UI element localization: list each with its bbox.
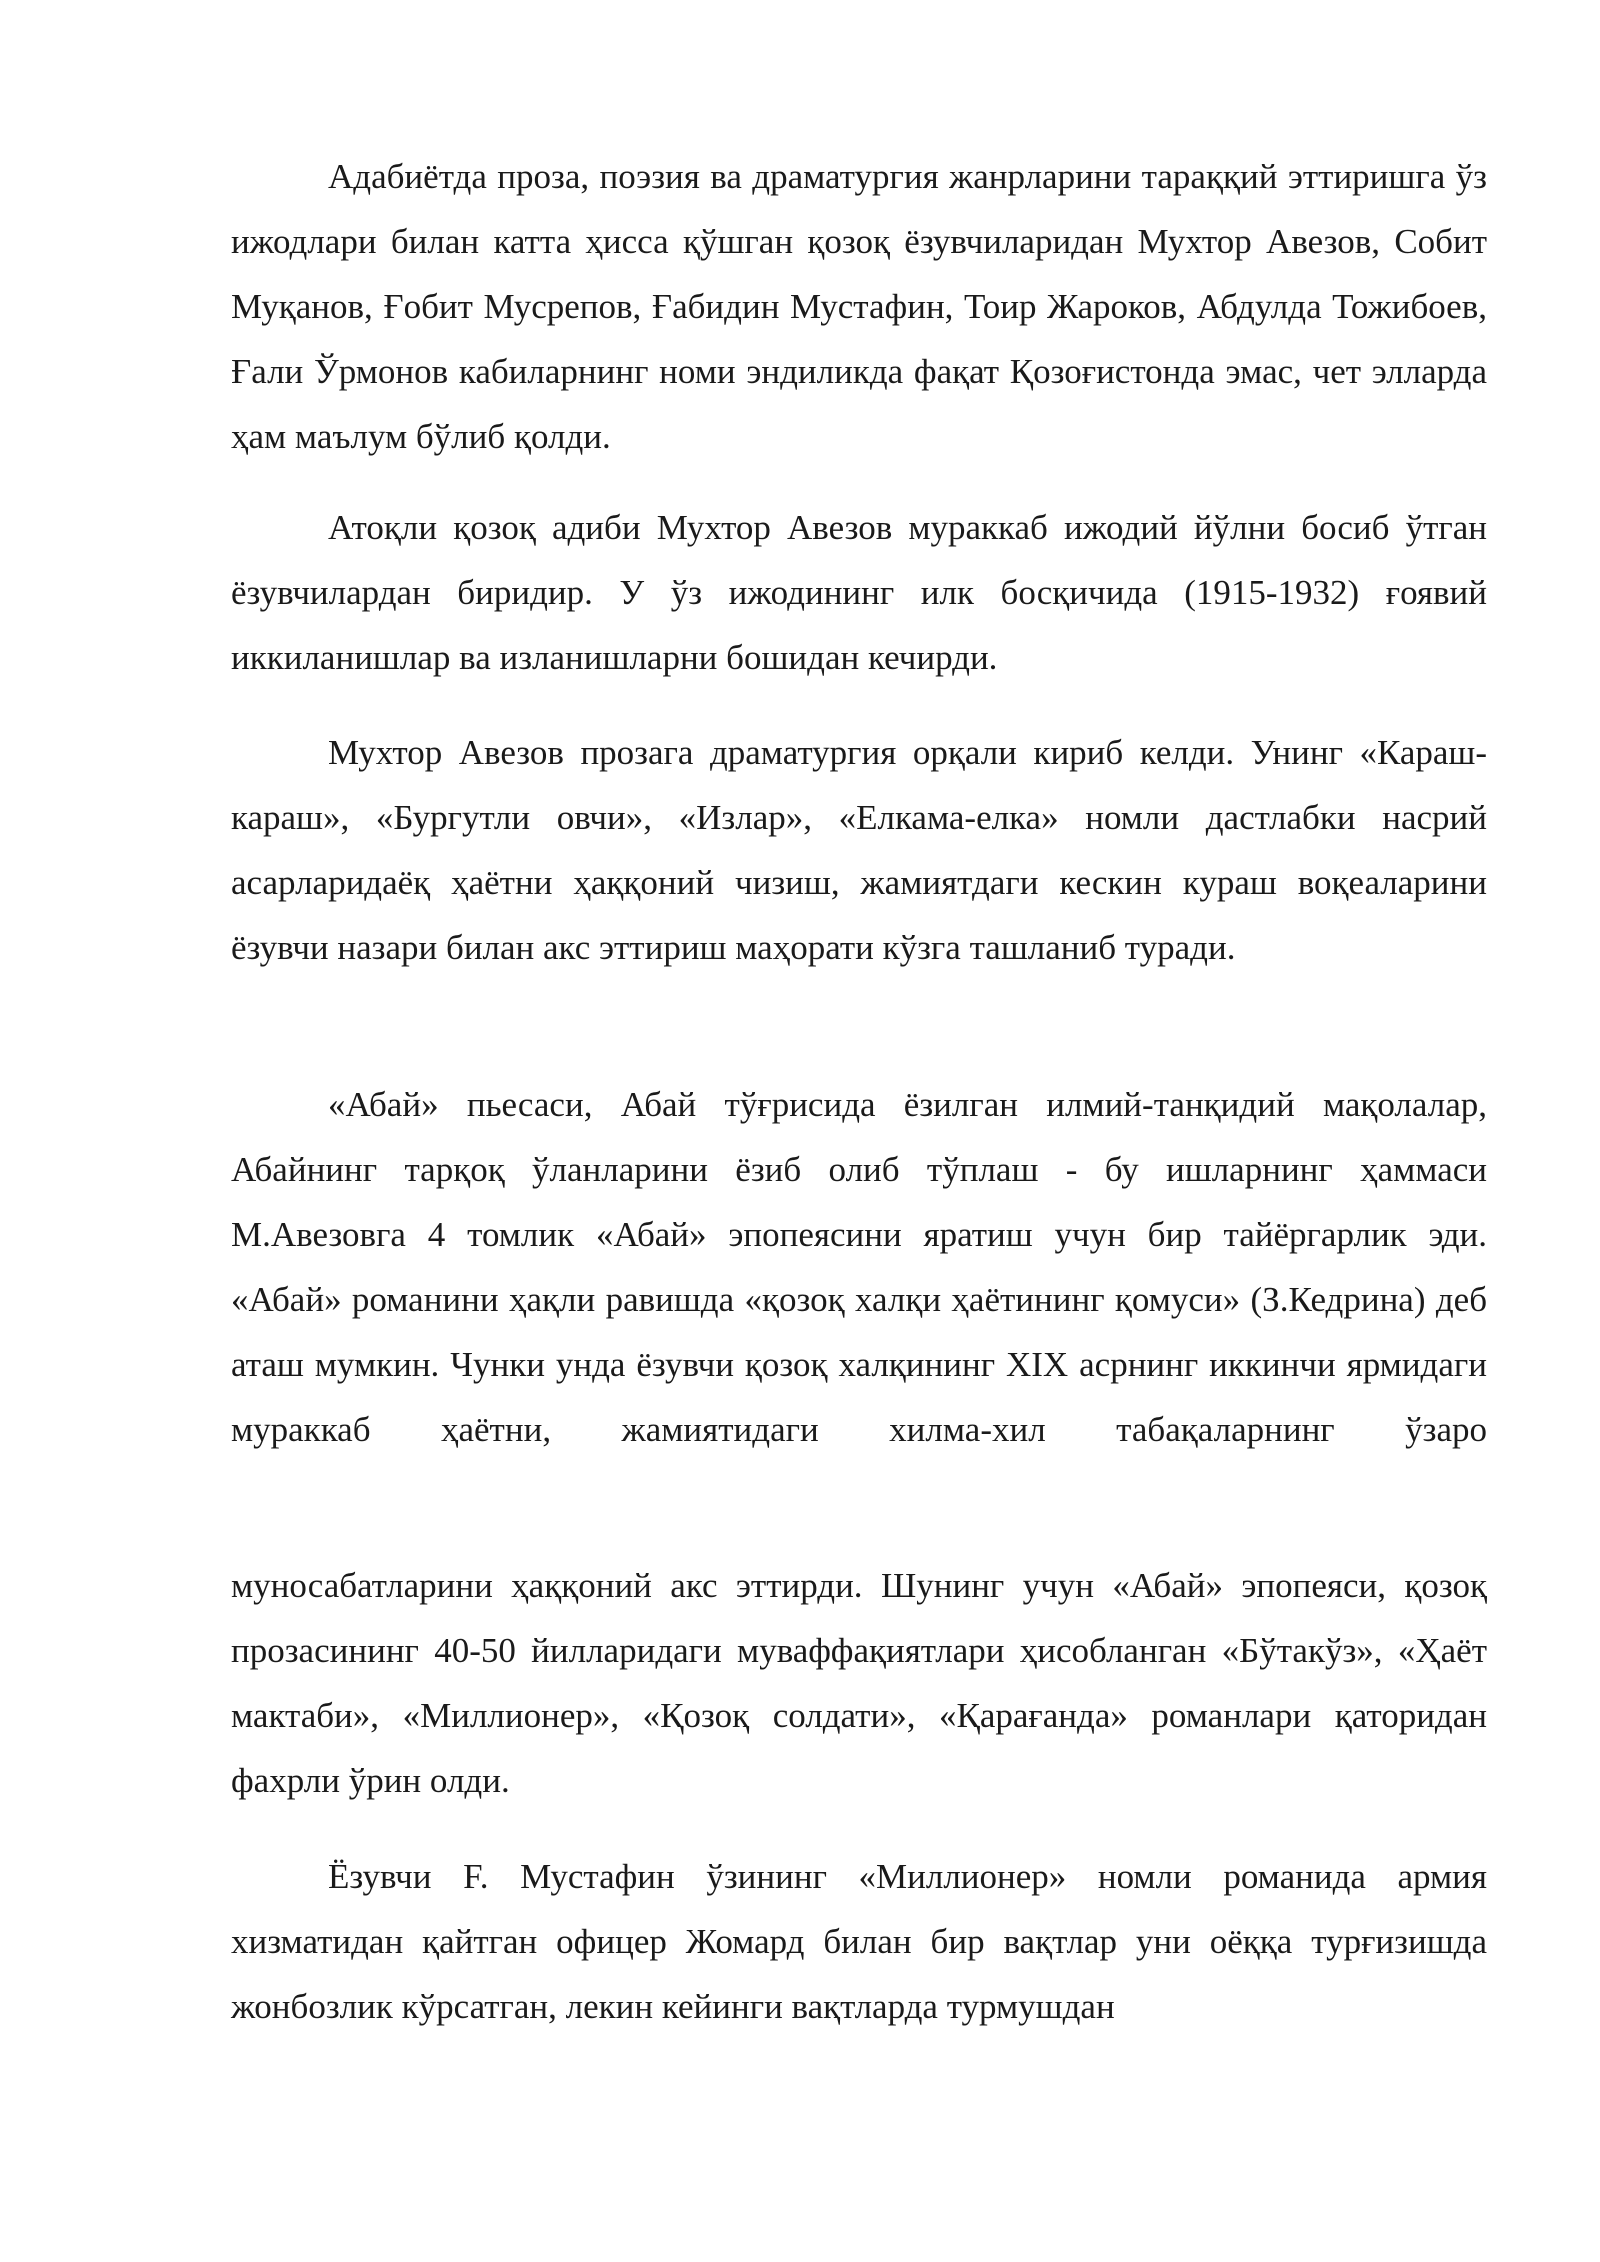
paragraph-text: Атоқли қозоқ адиби Мухтор Авезов мураккаб ижодий йўлни босиб ўтган ёзувчилардан биридир. У ўз ижодининг илк босқичида (1915-1932) ғоявий иккиланишлар ва изланишларни бошидан кечирди.	[231, 508, 1487, 677]
paragraph-auezov-path	[231, 495, 1487, 690]
paragraph-text: Адабиётда проза, поэзия ва драматургия жанрларини тараққий эттиришга ўз ижодлари билан катта ҳисса қўшган қозоқ ёзувчиларидан Мухтор Авезов, Собит Муқанов, Ғобит Мусрепов, Ғабидин Мустафин, Тоир Жароков, Абдулда Тожибоев, Ғали Ўрмонов кабиларнинг номи эндиликда фақат Қозоғистонда эмас, чет элларда ҳам маълум бўлиб қолди.	[231, 157, 1487, 456]
paragraph-mustafin-millionaire	[231, 1844, 1487, 2039]
paragraph-text: Мухтор Авезов прозага драматургия орқали кириб келди. Унинг «Караш-караш», «Бургутли овчи», «Излар», «Елкама-елка» номли дастлабки насрий асарларидаёқ ҳаётни ҳаққоний чизиш, жамиятдаги кескин кураш воқеаларини ёзувчи назари билан акс эттириш маҳорати кўзга ташланиб туради.	[231, 733, 1487, 967]
paragraph-text: «Абай» пьесаси, Абай тўғрисида ёзилган илмий-танқидий мақолалар, Абайнинг тарқоқ ўланларини ёзиб олиб тўплаш - бу ишларнинг ҳаммаси М.Авезовга 4 томлик «Абай» эпопеясини яратиш учун бир тайёргарлик эди. «Абай» романини ҳақли равишда «қозоқ халқи ҳаётининг қомуси» (З.Кедрина) деб аташ мумкин. Чунки унда ёзувчи қозоқ халқининг XIX асрнинг иккинчи ярмидаги мураккаб ҳаётни, жамиятидаги хилма-хил табақаларнинг ўзаро	[231, 1085, 1487, 1449]
paragraph-abai-epic-continued	[231, 1553, 1487, 1813]
paragraph-writers-intro	[231, 144, 1487, 469]
paragraph-abai-epic	[231, 1072, 1487, 1462]
paragraph-auezov-prose	[231, 720, 1487, 980]
paragraph-text: Ёзувчи F. Мустафин ўзининг «Миллионер» номли романида армия хизматидан қайтган офицер Жомард билан бир вақтлар уни оёққа турғизишда жонбозлик кўрсатган, лекин кейинги вақтларда турмушдан	[231, 1857, 1487, 2026]
paragraph-text: муносабатларини ҳаққоний акс эттирди. Шунинг учун «Абай» эпопеяси, қозоқ прозасининг 40-50 йилларидаги муваффақиятлари ҳисобланган «Бўтакўз», «Ҳаёт мактаби», «Миллионер», «Қозоқ солдати», «Қарағанда» романлари қаторидан фахрли ўрин олди.	[231, 1566, 1487, 1800]
